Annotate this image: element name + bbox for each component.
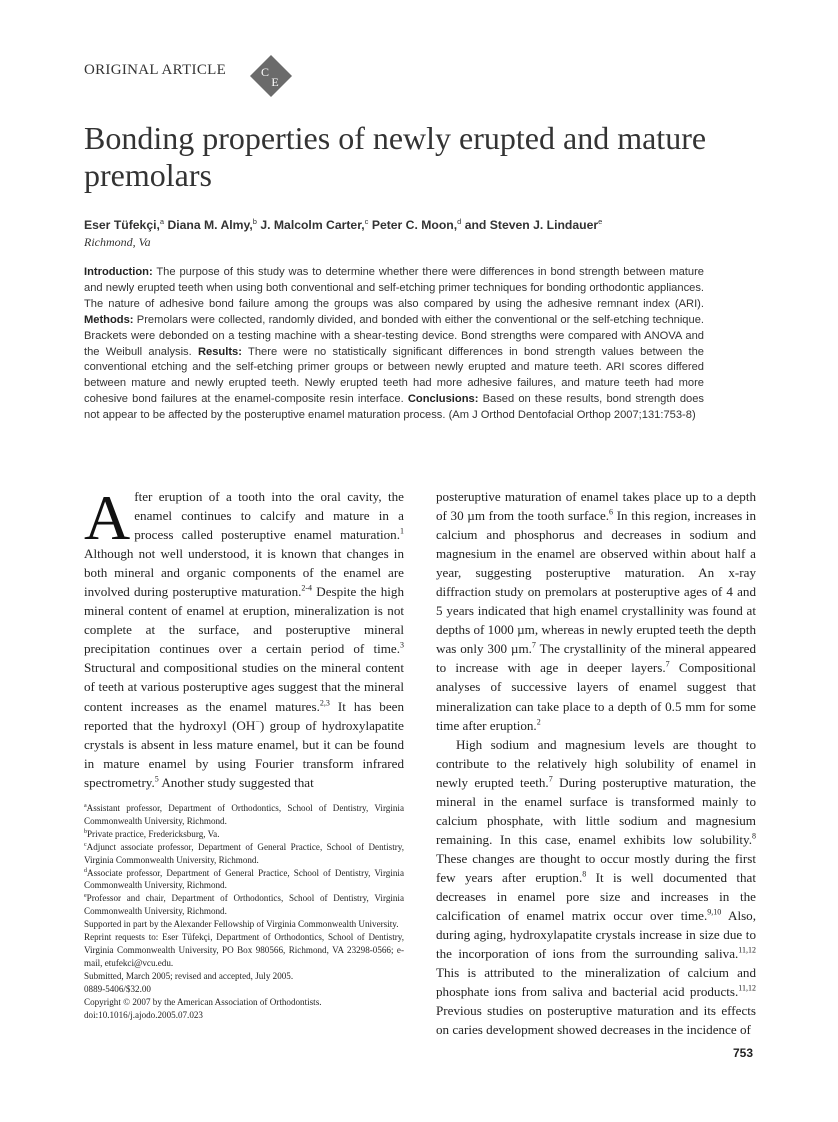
abstract-intro-label: Introduction: <box>84 266 153 278</box>
citation-superscript: 7 <box>665 660 670 670</box>
citation-superscript: 8 <box>752 831 756 841</box>
footnote-mark: d <box>84 867 87 874</box>
citation-superscript: 2-4 <box>301 583 313 593</box>
citation-superscript: 11,12 <box>738 983 756 993</box>
body-text-segment: High sodium and magnesium levels are thought to contribute to the relatively high solubility of enamel in newly erupted teeth. <box>436 736 756 790</box>
body-paragraph <box>436 487 756 735</box>
footnote-mark: e <box>84 893 87 900</box>
badge-letter-e: E <box>271 75 279 89</box>
author-affiliation-mark: c <box>364 217 369 226</box>
ce-badge-icon <box>250 55 292 97</box>
footnote-text: Supported in part by the Alexander Fellowship of Virginia Commonwealth University. <box>84 919 399 930</box>
author-name: J. Malcolm Carter, <box>260 218 365 233</box>
author-location: Richmond, Va <box>84 235 151 249</box>
abstract-methods-label: Methods: <box>84 313 134 326</box>
footnote-text: Copyright © 2007 by the American Association of Orthodontists. <box>84 996 322 1007</box>
body-text-segment: The crystallinity of the mineral appeared to increase with age in deeper layers. <box>436 641 756 676</box>
citation-superscript: 9,10 <box>707 907 722 917</box>
footnote-text: Assistant professor, Department of Orthodontics, School of Dentistry, Virginia Commonwealth University, Richmond. <box>84 803 404 826</box>
citation-superscript: 1 <box>400 526 404 536</box>
citation-superscript: 2 <box>536 717 541 727</box>
body-text-segment: Also, during aging, hydroxylapatite crystals increase in size due to the incorporation of ions from the surrounding saliva. <box>436 908 756 962</box>
body-text-segment: These changes are thought to occur mostly during the first few years after eruption. <box>436 850 756 885</box>
footnote-text: Adjunct associate professor, Department of General Practice, School of Dentistry, Virginia Commonwealth University, Richmond. <box>84 841 404 865</box>
page-number: 753 <box>733 1046 754 1060</box>
abstract-results-text: There were no statistically significant differences in bond strength values between the conventional etching and the self-etching primer groups or between newly erupted and mature teeth. ARI scores differed between mature and newly erupted teeth. Newly erupted teeth had more adhesive failures, and mature teeth had more cohesive bond failures at the enamel-composite resin interface. <box>84 345 704 406</box>
article-title: Bonding properties of newly erupted and mature premolars <box>84 120 707 193</box>
citation-superscript: − <box>255 717 260 727</box>
abstract-conclusions-text: Based on these results, bond strength does not appear to be affected by the posteruptive enamel maturation process. (Am J Orthod Dentofacial Orthop 2007;131:753-8) <box>84 393 704 422</box>
section-label: ORIGINAL ARTICLE <box>84 62 227 78</box>
footnote-text: Professor and chair, Department of Orthodontics, School of Dentistry, Virginia Commonwealth University, Richmond. <box>84 893 404 917</box>
footnote-text: Submitted, March 2005; revised and accepted, July 2005. <box>84 970 294 981</box>
footnote-text: doi:10.1016/j.ajodo.2005.07.023 <box>84 1009 203 1020</box>
citation-superscript: 8 <box>582 869 587 879</box>
body-text-segment: Structural and compositional studies on the mineral content of teeth at various posteruptive ages suggest that the mineral content increases as the enamel matures. <box>84 660 404 714</box>
body-text-segment: fter eruption of a tooth into the oral cavity, the enamel continues to calcify and mature in a process called posteruptive enamel maturation. <box>134 489 404 543</box>
footnote <box>84 918 404 931</box>
body-text-segment: It is well documented that decreases in enamel pore size and increases in the calcification of enamel matrix occur over time. <box>436 869 756 924</box>
body-text-segment: It has been reported that the hydroxyl (OH <box>84 698 404 733</box>
body-paragraph <box>84 482 404 792</box>
abstract-methods-text: Premolars were collected, randomly divided, and bonded with either the conventional or the self-etching technique. Brackets were debonded on a testing machine with a shear-testing device. Bond strengths were compared with ANOVA and the Weibull analysis. <box>84 313 704 358</box>
footnote <box>84 1009 404 1022</box>
author-affiliation-mark: a <box>159 217 165 226</box>
body-column-right <box>436 487 756 1039</box>
footnote <box>84 867 404 893</box>
body-text-segment: Although not well understood, it is known that changes in both mineral and organic components of the enamel are involved during posteruptive maturation. <box>84 546 404 600</box>
footnote-text: Private practice, Fredericksburg, Va. <box>87 828 220 839</box>
author-list <box>84 217 602 232</box>
citation-superscript: 5 <box>154 774 159 784</box>
footnote <box>84 841 404 867</box>
footnote-mark: a <box>84 802 87 809</box>
abstract-results-label: Results: <box>198 345 242 358</box>
footnote <box>84 892 404 918</box>
footnote <box>84 828 404 841</box>
body-text-segment: Previous studies on posteruptive maturation and its effects on caries development showed decreases in the incidence of <box>436 1003 756 1038</box>
body-text-segment: Compositional analyses of successive layers of enamel suggest that mineralization can take place to a depth of 0.5 mm for some time after eruption. <box>436 660 756 733</box>
abstract-intro-text: The purpose of this study was to determine whether there were differences in bond strength between mature and newly erupted teeth when using both conventional and self-etching primer techniques for bonding orthodontic appliances. The nature of adhesive bond failure among the groups was also compared by using the adhesive remnant index (ARI). <box>84 266 704 310</box>
footnote-text: Associate professor, Department of General Practice, School of Dentistry, Virginia Commonwealth University, Richmond. <box>84 867 404 891</box>
footnotes <box>84 802 404 1021</box>
author-name: Eser Tüfekçi, <box>84 218 160 233</box>
citation-superscript: 2,3 <box>319 698 330 708</box>
footnote <box>84 802 404 828</box>
footnote <box>84 983 404 996</box>
badge-letter-c: C <box>260 65 270 79</box>
body-column-left <box>84 482 404 792</box>
author-affiliation-mark: d <box>457 217 462 226</box>
author-name: Diana M. Almy, <box>167 218 253 233</box>
footnote <box>84 931 404 970</box>
body-text-segment: In this region, increases in calcium and phosphorus and decreases in sodium and magnesium in the enamel are observed within about half a year, suggesting posteruptive maturation. An x-ray diffraction study on premolars at posteruptive ages of 4 and 5 years indicated that high enamel crystallinity was found at depths of 1000 µm, whereas in newly erupted teeth the depth was only 300 µm. <box>436 508 756 657</box>
body-text-segment: This is attributed to the mineralization of calcium and phosphate ions from saliva and bacterial acid products. <box>436 965 756 1000</box>
drop-cap: A <box>84 482 131 553</box>
footnote-text: 0889-5406/$32.00 <box>84 983 151 994</box>
abstract <box>84 265 704 424</box>
citation-superscript: 3 <box>400 641 404 651</box>
body-text-segment: ) group of hydroxylapatite crystals is absent in less mature enamel, but it can be found in mature enamel by using Fourier transform infrared spectrometry. <box>84 717 404 790</box>
footnote <box>84 970 404 983</box>
body-text-segment: Despite the high mineral content of enamel at eruption, mineralization is not complete at the surface, and posteruptive mineral precipitation continues over a certain period of time. <box>84 584 404 657</box>
abstract-conclusions-label: Conclusions: <box>407 393 479 406</box>
footnote <box>84 996 404 1009</box>
body-text-segment: posteruptive maturation of enamel takes place up to a depth of 30 µm from the tooth surface. <box>436 489 756 524</box>
footnote-mark: c <box>84 841 87 848</box>
author-name: and Steven J. Lindauer <box>464 218 599 233</box>
citation-superscript: 6 <box>609 507 614 517</box>
citation-superscript: 11,12 <box>738 945 756 955</box>
citation-superscript: 7 <box>548 774 553 784</box>
body-text-segment: Another study suggested that <box>158 774 314 790</box>
author-affiliation-mark: e <box>598 217 603 226</box>
body-text-segment: During posteruptive maturation, the mineral in the enamel surface is transformed mainly to calcium phosphate, with little sodium and magnesium remaining. In this case, enamel exhibits low solubility. <box>436 774 756 847</box>
citation-superscript: 7 <box>531 641 536 651</box>
body-paragraph <box>436 735 756 1040</box>
author-name: Peter C. Moon, <box>371 218 458 233</box>
footnote-text: Reprint requests to: Eser Tüfekçi, Department of Orthodontics, School of Dentistry, Virginia Commonwealth University, PO Box 980566, Richmond, VA 23298-0566; e-mail, etufekci@vcu.edu. <box>84 932 404 968</box>
author-affiliation-mark: b <box>252 217 257 226</box>
footnote-mark: b <box>84 828 87 835</box>
